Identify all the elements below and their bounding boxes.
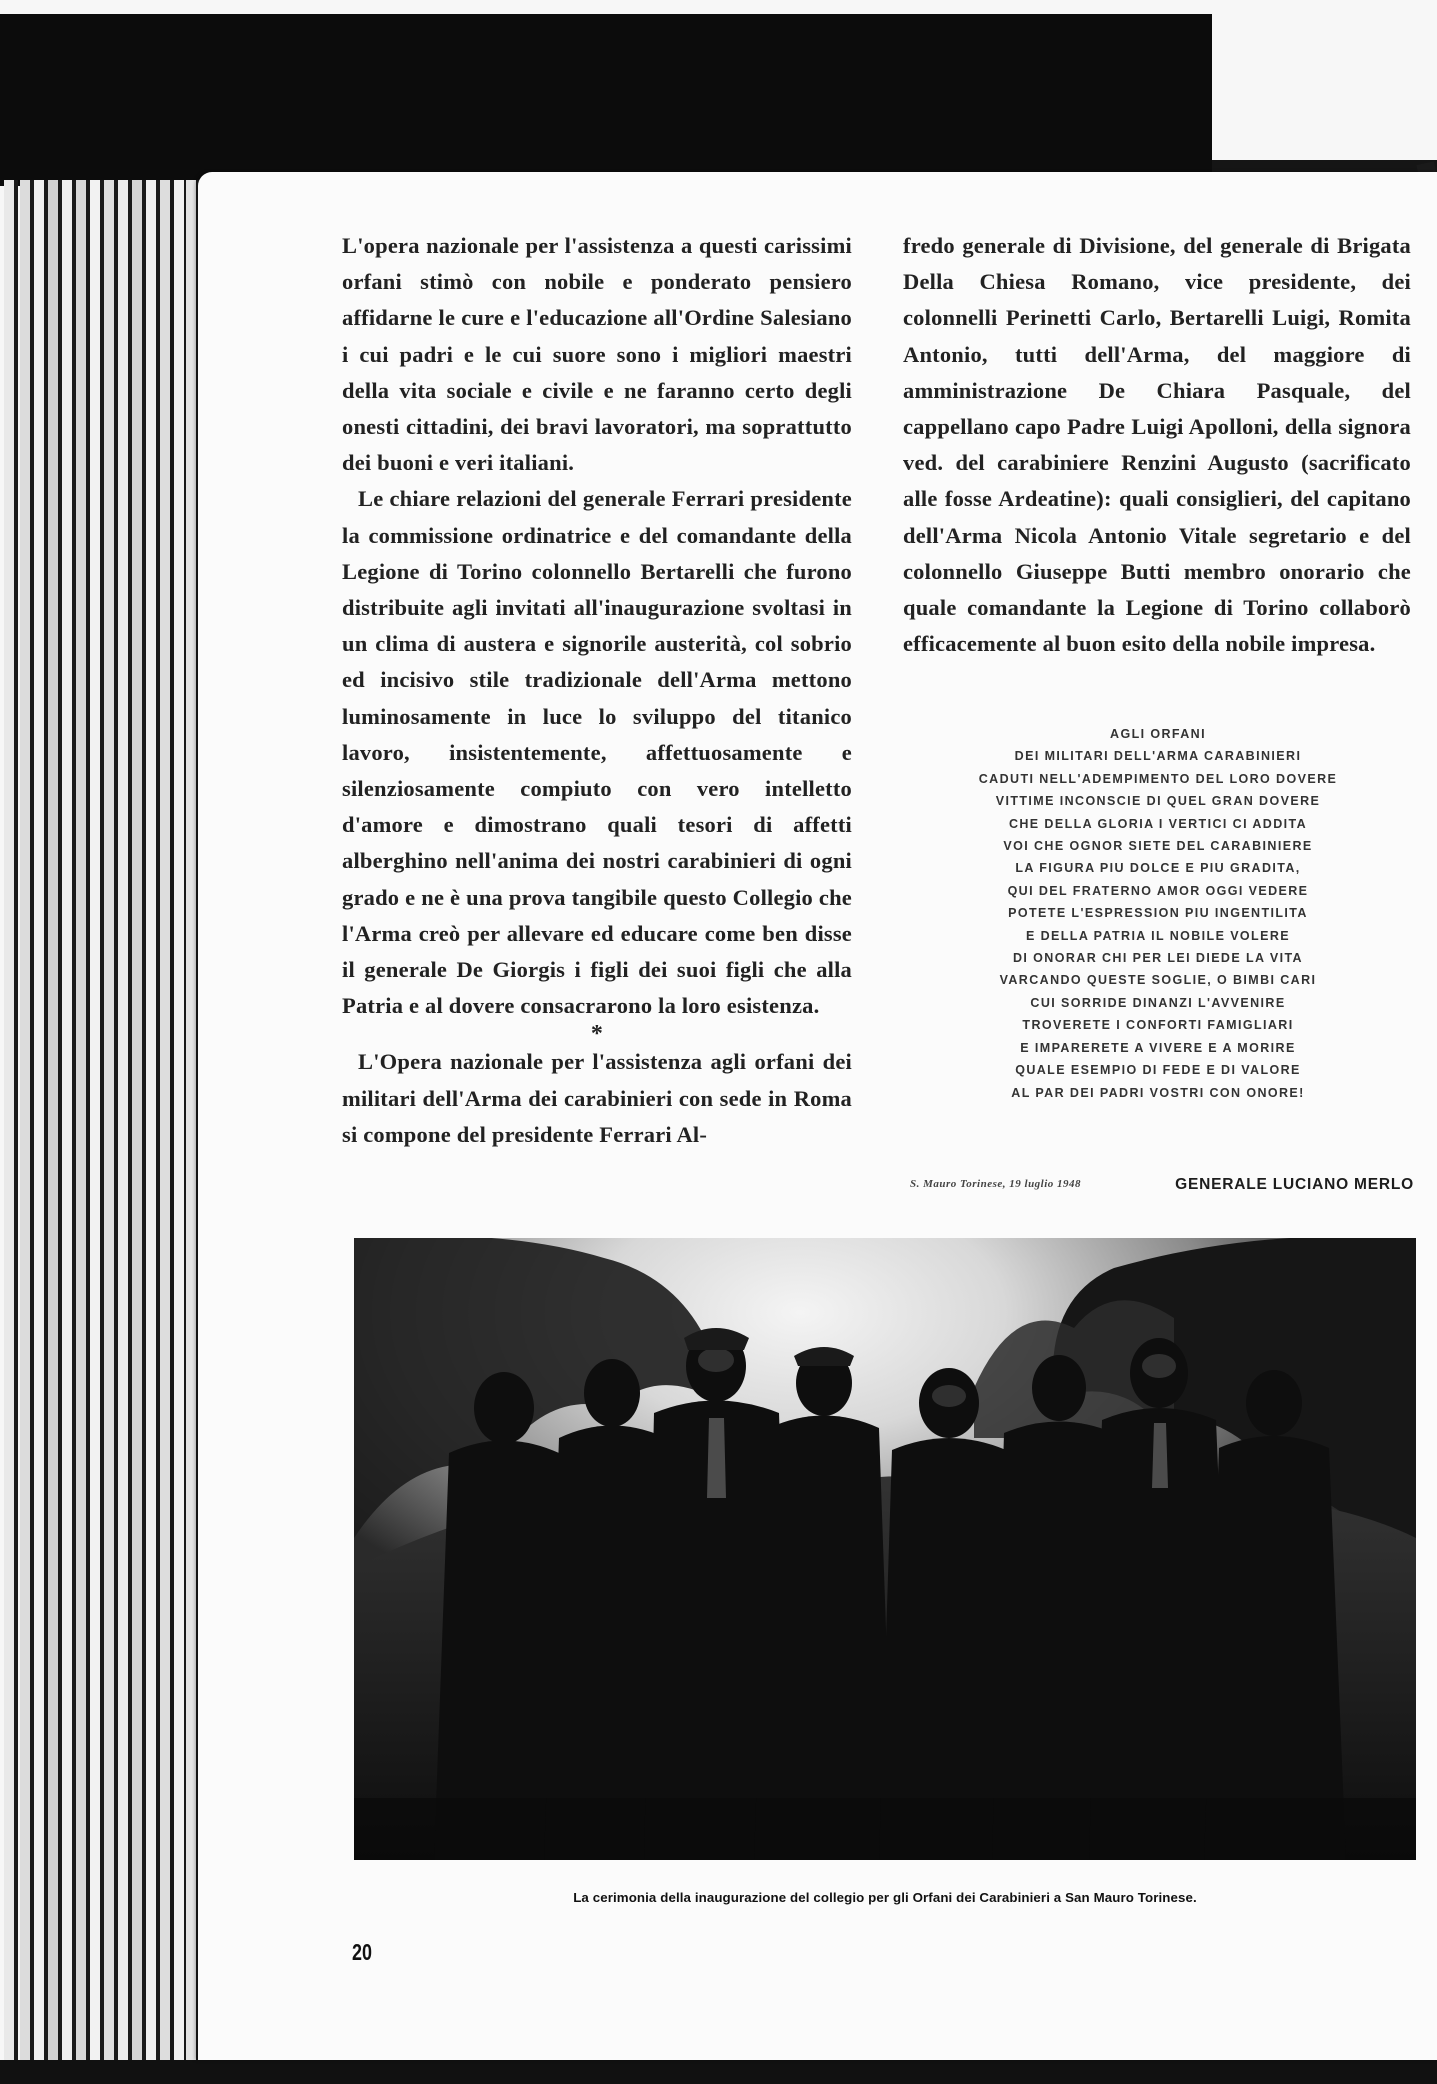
book-page-edges bbox=[0, 180, 200, 2060]
poem-line: CHE DELLA GLORIA I VERTICI CI ADDITA bbox=[1008, 816, 1308, 831]
scan-background-top bbox=[0, 14, 1212, 186]
poem-line: VITTIME INCONSCIE DI QUEL GRAN DOVERE bbox=[995, 794, 1321, 809]
poem-line: AGLI ORFANI bbox=[1110, 727, 1206, 741]
page-edge bbox=[118, 180, 128, 2060]
page-edge bbox=[160, 180, 170, 2060]
poem-line: TROVERETE I CONFORTI FAMIGLIARI bbox=[1022, 1018, 1294, 1033]
poem-line: DI ONORAR CHI PER LEI DIEDE LA VITA bbox=[1013, 951, 1303, 966]
dedication-poem bbox=[918, 723, 1398, 1104]
author-signature: GENERALE LUCIANO MERLO bbox=[1175, 1176, 1414, 1193]
photo-caption: La cerimonia della inaugurazione del collegio per gli Orfani dei Carabinieri a San Mauro Torinese. bbox=[573, 1890, 1197, 1905]
poem-line: E IMPARERETE A VIVERE E A MORIRE bbox=[1020, 1040, 1296, 1055]
page-edge bbox=[62, 180, 72, 2060]
ceremony-photo bbox=[354, 1238, 1416, 1860]
poem-line: VARCANDO QUESTE SOGLIE, O BIMBI CARI bbox=[999, 973, 1317, 988]
page-edge bbox=[104, 180, 114, 2060]
poem-line: LA FIGURA PIU DOLCE E PIU GRADITA, bbox=[1015, 861, 1301, 876]
poem-line: QUI DEL FRATERNO AMOR OGGI VEDERE bbox=[1007, 883, 1309, 898]
poem-line: E DELLA PATRIA IL NOBILE VOLERE bbox=[1025, 928, 1290, 943]
page-number: 20 bbox=[352, 1939, 372, 1965]
poem-line: CUI SORRIDE DINANZI L'AVVENIRE bbox=[1030, 995, 1286, 1010]
page-edge bbox=[174, 180, 184, 2060]
article-paragraph: fredo generale di Divisione, del generale di Brigata Della Chiesa Romano, vice presidente, dei colonnelli Perinetti Carlo, Bertarelli Luigi, Romita Antonio, tutti dell'Arma, del maggiore di amministrazione De Chiara Pasquale, del cappellano capo Padre Luigi Apolloni, della signora ved. del carabiniere Renzini Augusto (sacrificato alle fosse Ardeatine): quali consiglieri, del capitano dell'Arma Nicola Antonio Vitale segretario e del colonnello Giuseppe Butti membro onorario che quale comandante la Legione di Torino collaborò efficacemente al buon esito della nobile impresa. bbox=[903, 233, 1411, 657]
page-edge bbox=[132, 180, 142, 2060]
scan-background-bottom bbox=[0, 2060, 1437, 2084]
article-right-column bbox=[903, 228, 1411, 662]
page-edge bbox=[48, 180, 58, 2060]
article-paragraph: Le chiare relazioni del generale Ferrari presidente la commissione ordinatrice e del comandante della Legione di Torino colonnello Bertarelli che furono distribuite agli invitati all'inaugurazione svoltasi in un clima di austera e signorile austerità, col sobrio ed incisivo stile tradizionale dell'Arma mettono luminosamente in luce lo sviluppo del titanico lavoro, insistentemente, affettuosamente e silenziosamente compiuto con vero intelletto d'amore e dimostrano quali tesori di affetti alberghino nell'anima dei nostri carabinieri di ogni grado e ne è una prova tangibile questo Collegio che l'Arma creò per allevare ed educare come ben disse il generale De Giorgis i figli dei suoi figli che alla Patria e al dovere consacrarono la loro esistenza. bbox=[342, 486, 852, 1019]
page-edge bbox=[90, 180, 100, 2060]
poem-line: QUALE ESEMPIO DI FEDE E DI VALORE bbox=[1015, 1063, 1301, 1078]
page-edge bbox=[76, 180, 86, 2060]
page-edge bbox=[4, 180, 14, 2060]
page-edge bbox=[20, 180, 30, 2060]
article-paragraph: L'Opera nazionale per l'assistenza agli orfani dei militari dell'Arma dei carabinieri con sede in Roma si compone del presidente Ferrari Al- bbox=[342, 1049, 852, 1147]
page-edge bbox=[34, 180, 44, 2060]
page-edge bbox=[146, 180, 156, 2060]
poem-line: DEI MILITARI DELL'ARMA CARABINIERI bbox=[1014, 749, 1302, 764]
poem-line: VOI CHE OGNOR SIETE DEL CARABINIERE bbox=[1003, 839, 1313, 854]
poem-date-footnote: S. Mauro Torinese, 19 luglio 1948 bbox=[910, 1178, 1082, 1190]
ceremony-photo-image bbox=[354, 1238, 1416, 1860]
article-paragraph: L'opera nazionale per l'assistenza a questi carissimi orfani stimò con nobile e ponderato pensiero affidarne le cure e l'educazione all'Ordine Salesiano i cui padri e le cui suore sono i migliori maestri della vita sociale e civile e ne faranno certo degli onesti cittadini, dei bravi lavoratori, ma soprattutto dei buoni e veri italiani. bbox=[342, 233, 852, 476]
page-edge bbox=[186, 180, 196, 2060]
poem-line: AL PAR DEI PADRI VOSTRI CON ONORE! bbox=[1011, 1085, 1305, 1100]
page-edge-shadow bbox=[14, 180, 18, 2060]
section-separator: * bbox=[590, 1021, 604, 1048]
poem-line: POTETE L'ESPRESSION PIU INGENTILITA bbox=[1008, 906, 1308, 921]
poem-line: CADUTI NELL'ADEMPIMENTO DEL LORO DOVERE bbox=[978, 771, 1338, 786]
article-left-column bbox=[342, 228, 852, 1153]
